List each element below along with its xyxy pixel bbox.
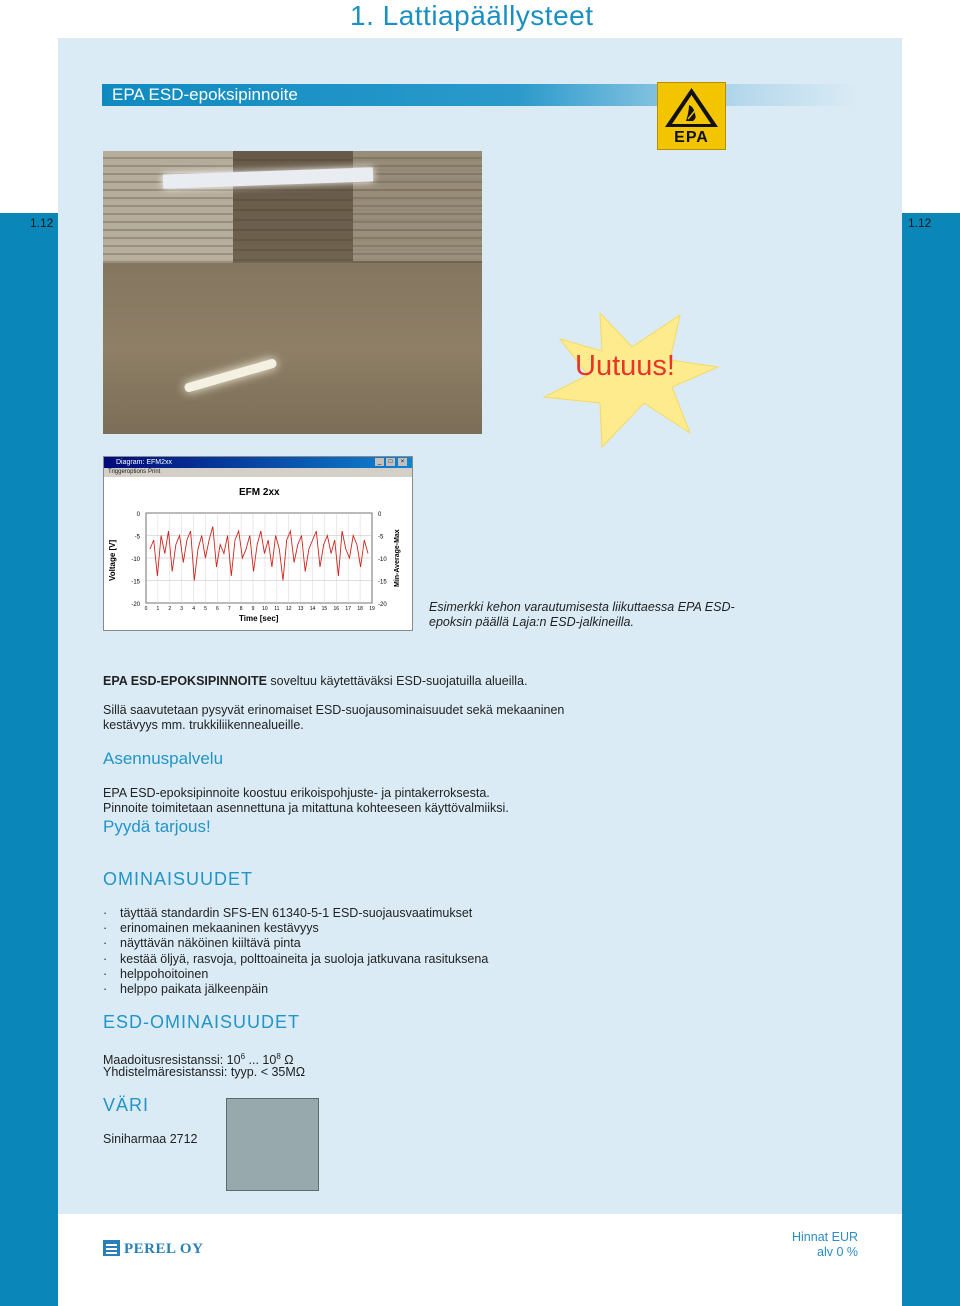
measurement-screenshot [103,456,413,631]
x-tick-label: 4 [192,606,195,612]
footer-area [58,1214,902,1306]
list-item: · erinomainen mekaaninen kestävyys [103,921,319,936]
right-section-number: 1.12 [908,216,932,230]
intro-lead-bold: EPA ESD-EPOKSIPINNOITE [103,674,267,688]
window-title: Diagram: EFM2xx [116,459,173,466]
list-item: · näyttävän näköinen kiiltävä pinta [103,936,301,951]
x-tick-label: 13 [297,606,304,612]
x-tick-label: 19 [369,606,375,612]
y2-tick-label: 0 [378,512,382,518]
window-titlebar [104,457,412,468]
x-tick-label: 10 [262,606,268,612]
epa-logo-text: EPA [674,129,709,146]
perel-logo-icon [103,1240,120,1256]
menu-item-print[interactable]: Print [148,469,161,475]
floor-photo [103,151,482,434]
right-side-bar [902,213,960,1306]
chart-y2-label: Min-Average-Max [394,529,401,587]
x-tick-label: 12 [285,606,292,612]
x-tick-label: 14 [309,606,316,612]
epa-logo [657,82,726,150]
y-tick-label: 0 [136,512,140,518]
close-icon[interactable]: × [398,458,407,466]
y2-tick-label: -20 [378,602,387,608]
chart-title: EFM 2xx [239,487,280,498]
screenshot-caption: Esimerkki kehon varautumisesta liikuttaessa EPA ESD-epoksin päällä Laja:n ESD-jalkineilla. [429,600,735,629]
company-name: PEREL OY [124,1241,204,1257]
list-item: · helppo paikata jälkeenpäin [103,982,269,997]
price-currency: Hinnat EUR [792,1230,858,1244]
left-section-number: 1.12 [30,216,54,230]
x-tick-label: 15 [321,606,328,612]
x-tick-label: 5 [204,606,207,612]
install-line-2: Pinnoite toimitetaan asennettuna ja mitattuna kohteeseen käyttövalmiiksi. [103,801,509,815]
features-heading: OMINAISUUDET [103,869,254,889]
y-tick-label: -15 [131,579,140,586]
combined-resistance: Yhdistelmäresistanssi: tyyp. < 35MΩ [103,1065,306,1079]
x-tick-label: 2 [168,606,172,612]
maximize-icon[interactable]: □ [386,458,395,466]
menu-item-triggeroptions[interactable]: Triggeroptions [108,469,147,475]
y2-tick-label: -15 [378,579,387,586]
features-list [103,906,488,997]
install-line-1: EPA ESD-epoksipinnoite koostuu erikoispohjuste- ja pintakerroksesta. [103,786,490,800]
page-title: 1. Lattiapäällysteet [350,0,594,31]
quote-request: Pyydä tarjous! [103,817,211,836]
color-heading: VÄRI [103,1095,150,1115]
left-side-bar [0,213,58,1306]
x-tick-label: 3 [180,606,184,612]
y2-tick-label: -10 [378,557,387,563]
x-tick-label: 0 [144,606,148,612]
intro-paragraph-2: Sillä saavutetaan pysyvät erinomaiset ESD-suojausominaisuudet sekä mekaaninen kestävyys mm. trukkiliikennealueille. [103,703,565,732]
product-title: EPA ESD-epoksipinnoite [112,85,298,104]
y2-tick-label: -5 [378,534,384,541]
grounding-resistance: Maadoitusresistanssi: $10^6$ ... $10^8$ Ω [103,1052,294,1068]
x-tick-label: 18 [357,606,363,612]
intro-paragraph [103,674,703,689]
x-tick-label: 1 [156,606,160,612]
new-badge-text: Uutuus! [575,350,675,382]
x-tick-label: 16 [333,606,340,612]
esd-heading: ESD-OMINAISUUDET [103,1012,301,1032]
x-tick-label: 11 [274,606,280,612]
color-swatch [226,1098,319,1191]
intro-lead-rest: soveltuu käytettäväksi ESD-suojatuilla alueilla. [266,674,528,688]
chart-y-label: Voltage [V] [108,539,117,581]
list-item: · helppohoitoinen [103,966,209,981]
y-tick-label: -10 [131,557,140,563]
list-item: · täyttää standardin SFS-EN 61340-5-1 ESD-suojausvaatimukset [103,906,473,920]
price-note [760,1230,858,1260]
chart-x-label: Time [sec] [239,614,279,623]
x-tick-label: 7 [227,606,231,612]
x-tick-label: 8 [239,606,243,612]
window-menubar [104,468,412,477]
minimize-icon[interactable]: _ [375,458,384,466]
x-tick-label: 17 [345,606,351,612]
x-tick-label: 6 [215,606,219,612]
x-tick-label: 9 [251,606,255,612]
y-tick-label: -20 [131,602,140,608]
price-vat: alv 0 % [817,1245,858,1259]
list-item: · kestää öljyä, rasvoja, polttoaineita ja suoloja jatkuvana rasituksena [103,951,489,966]
product-title-band [102,84,858,106]
color-name: Siniharmaa 2712 [103,1132,198,1146]
install-heading: Asennuspalvelu [103,749,224,768]
voltage-chart [104,505,412,615]
y-tick-label: -5 [134,534,140,541]
